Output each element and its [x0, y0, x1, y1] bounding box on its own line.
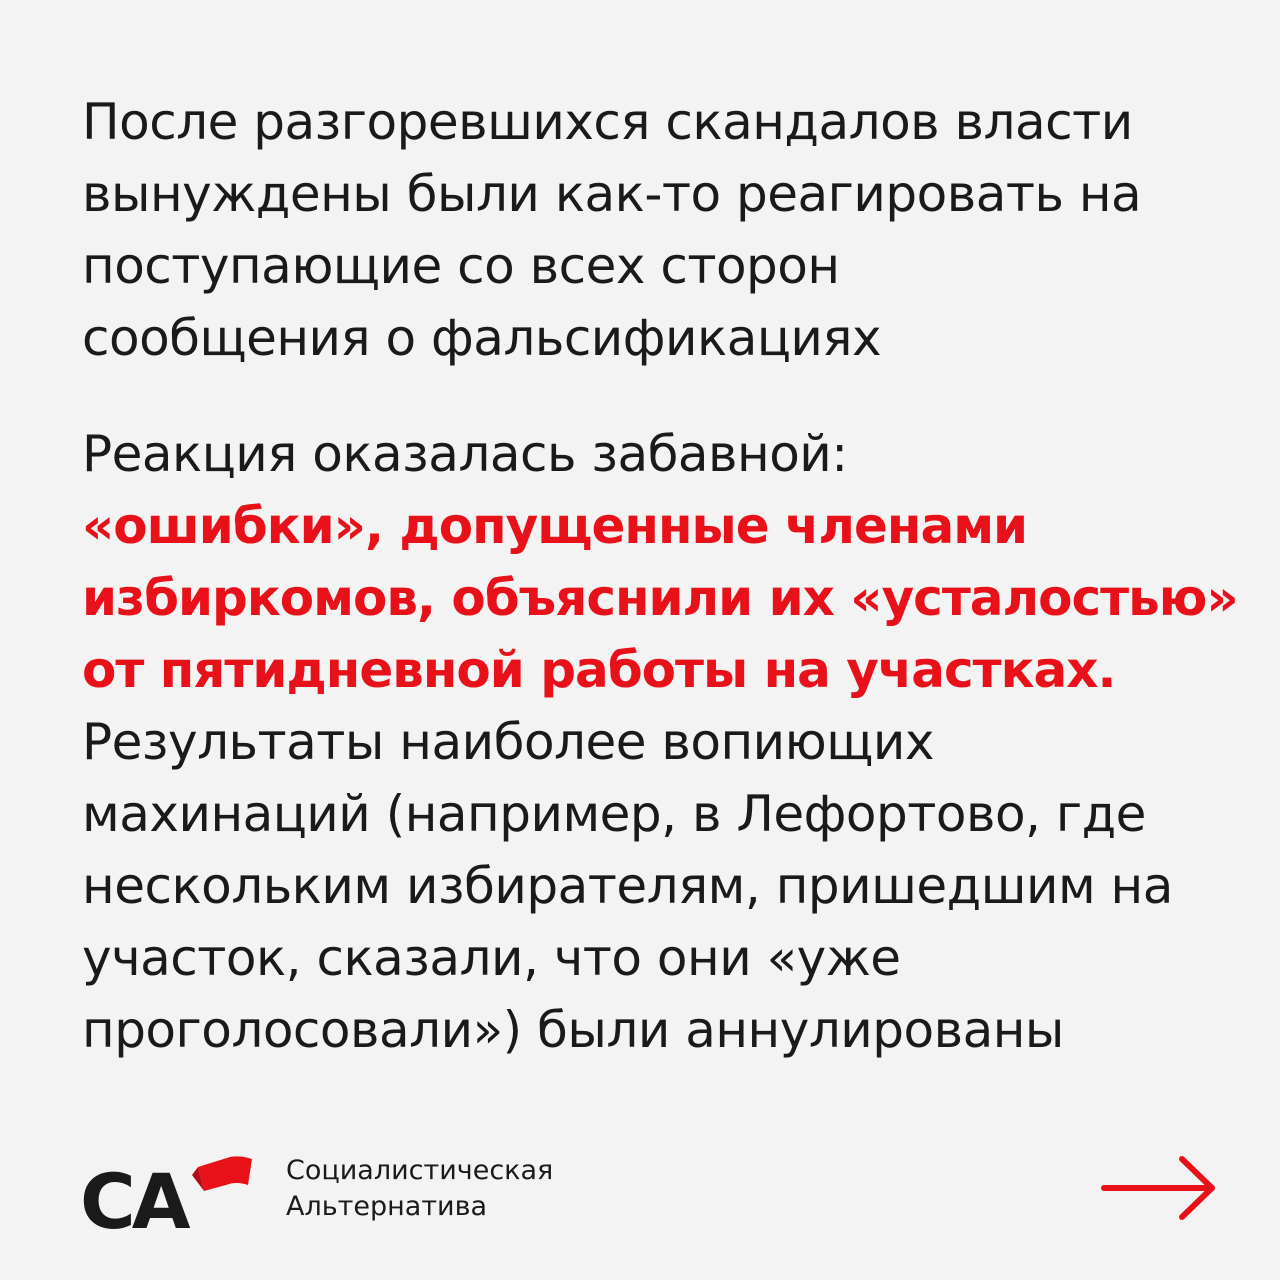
- text-line: участок, сказали, что они «уже: [82, 929, 901, 987]
- sa-logo: [80, 1145, 260, 1235]
- text-line: махинаций (например, в Лефортово, где: [82, 785, 1146, 843]
- paragraph-reaction: [82, 418, 1242, 1066]
- text-line: вынуждены были как-то реагировать на: [82, 165, 1142, 223]
- text-line: После разгоревшихся скандалов власти: [82, 93, 1133, 151]
- brand-line: Социалистическая: [286, 1155, 554, 1186]
- brand-line: Альтернатива: [286, 1191, 488, 1222]
- text-line: нескольким избирателям, пришедшим на: [82, 857, 1173, 915]
- text-line: проголосовали») были аннулированы: [82, 1001, 1064, 1059]
- paragraph-intro: [82, 86, 1242, 374]
- text-line: Результаты наиболее вопиющих: [82, 713, 934, 771]
- footer: [80, 1145, 1220, 1235]
- highlight-line: «ошибки», допущенные членами: [82, 497, 1028, 555]
- highlight-line: от пятидневной работы на участках.: [82, 641, 1116, 699]
- post-text: [82, 86, 1242, 1066]
- arrow-right-icon[interactable]: [1090, 1153, 1220, 1223]
- highlight-line: избиркомов, объяснили их «усталостью»: [82, 569, 1238, 627]
- text-line: сообщения о фальсификациях: [82, 309, 882, 367]
- flag-icon: [198, 1156, 252, 1191]
- text-line: Реакция оказалась забавной:: [82, 425, 848, 483]
- logo-letters: СА: [80, 1157, 187, 1235]
- brand-name: [286, 1153, 553, 1225]
- text-line: поступающие со всех сторон: [82, 237, 840, 295]
